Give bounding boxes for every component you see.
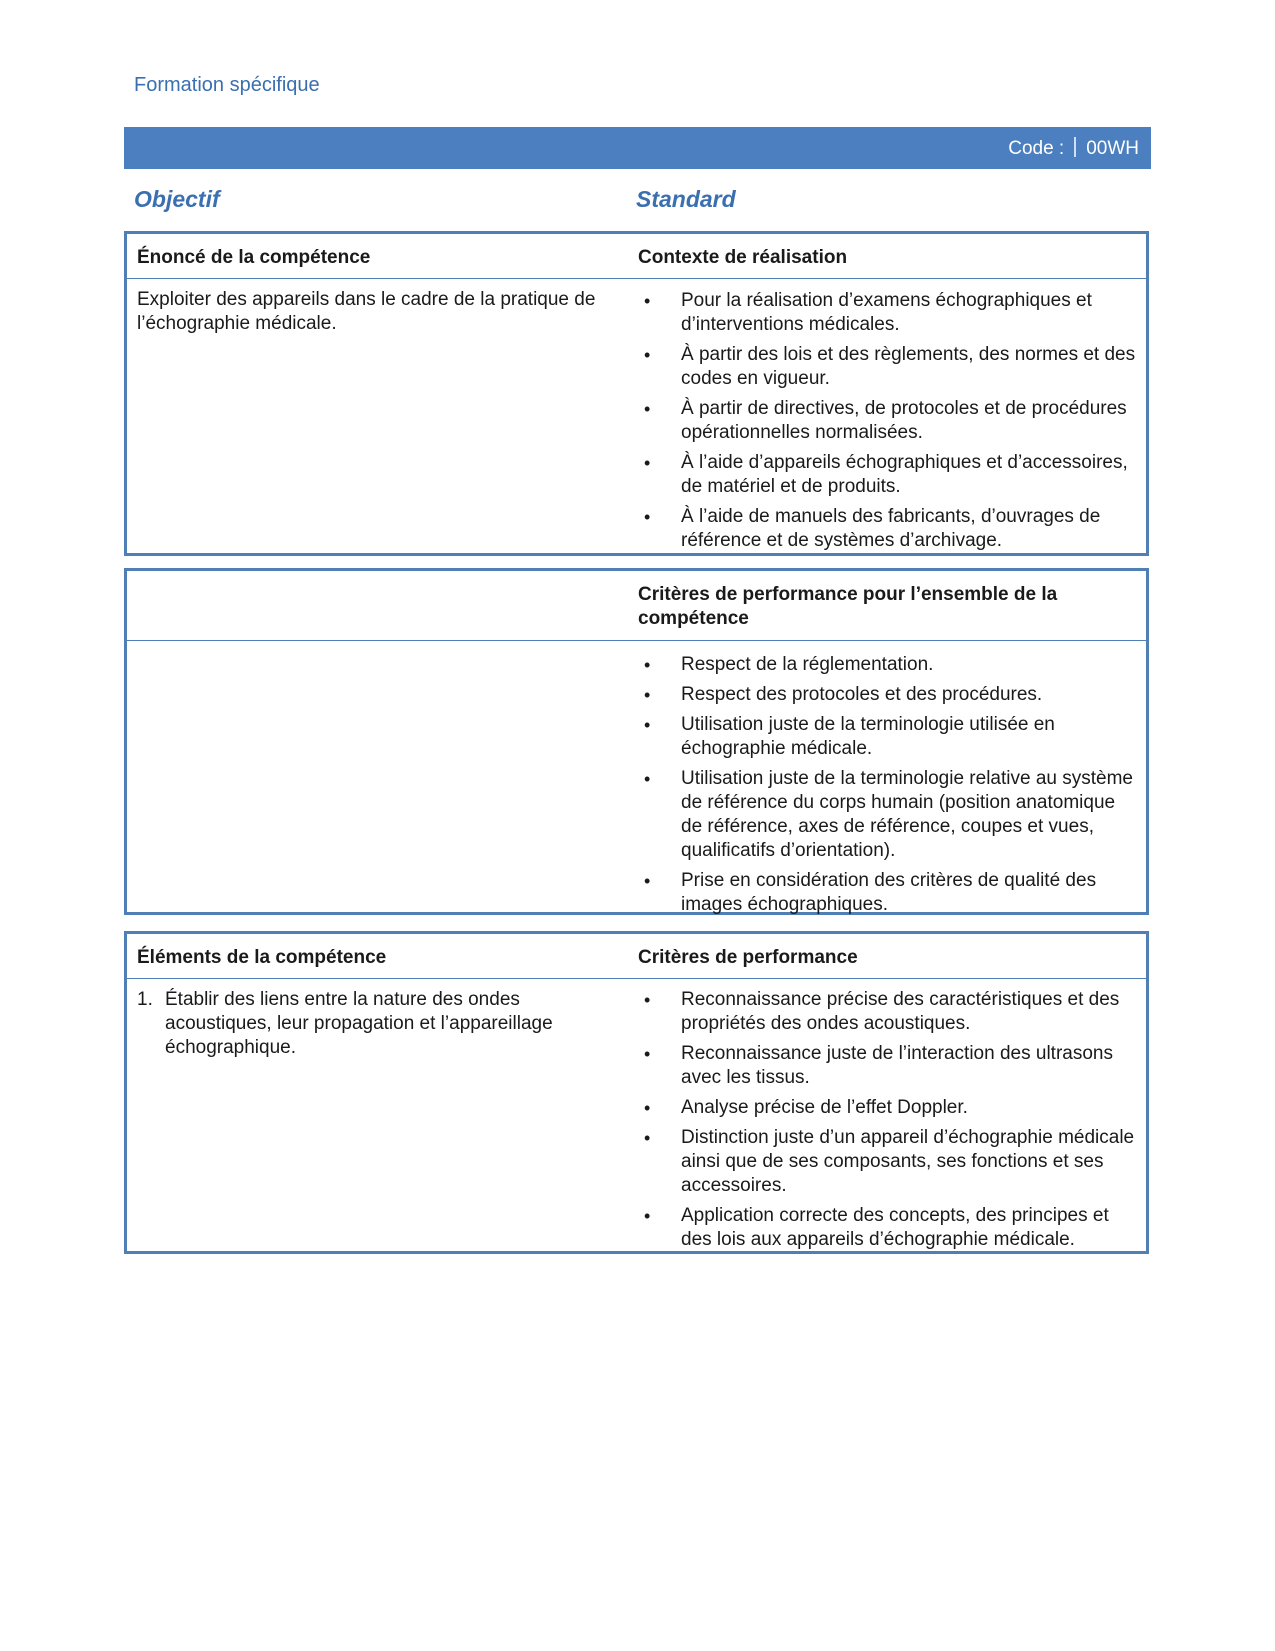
criteria-text: Utilisation juste de la terminologie relative au système de référence du corps humain (position anatomique de référence, axes de référence, coupes et vues, qualificatifs d’orientation). — [681, 768, 1133, 861]
criteria-item — [638, 1204, 1138, 1252]
criteria-item — [638, 1096, 1138, 1120]
element-item — [137, 988, 597, 1060]
elements-box — [124, 931, 1149, 1254]
standard-heading: Standard — [636, 186, 736, 212]
criteria-text: À partir des lois et des règlements, des normes et des codes en vigueur. — [681, 344, 1136, 389]
statement-header: Énoncé de la compétence — [137, 247, 371, 268]
criteria-text: Prise en considération des critères de qualité des images échographiques. — [681, 870, 1097, 915]
criteria-item — [638, 451, 1138, 499]
criteria-text: Respect des protocoles et des procédures. — [681, 684, 1043, 705]
bullet-icon: • — [644, 1128, 651, 1148]
criteria-item — [638, 505, 1138, 553]
overall-criteria-box — [124, 568, 1149, 915]
context-list — [638, 289, 1138, 559]
bullet-icon: • — [644, 453, 651, 473]
criteria-text: Utilisation juste de la terminologie utilisée en échographie médicale. — [681, 714, 1055, 759]
code-label: Code : — [1008, 138, 1065, 159]
competency-statement-box — [124, 231, 1149, 556]
code-separator — [1074, 137, 1076, 157]
criteria-text: À l’aide de manuels des fabricants, d’ouvrages de référence et de systèmes d’archivage. — [681, 506, 1101, 551]
bullet-icon: • — [644, 990, 651, 1010]
criteria-text: Pour la réalisation d’examens échographiques et d’interventions médicales. — [681, 290, 1092, 335]
criteria-text: Reconnaissance précise des caractéristiques et des propriétés des ondes acoustiques. — [681, 989, 1120, 1034]
box-header — [127, 234, 1146, 279]
performance-criteria-header: Critères de performance — [638, 947, 858, 968]
competency-code — [1008, 137, 1139, 160]
code-bar — [124, 127, 1151, 169]
criteria-text: À l’aide d’appareils échographiques et d’accessoires, de matériel et de produits. — [681, 452, 1128, 497]
criteria-item — [638, 683, 1138, 707]
criteria-text: Reconnaissance juste de l’interaction des ultrasons avec les tissus. — [681, 1043, 1113, 1088]
competency-statement: Exploiter des appareils dans le cadre de la pratique de l’échographie médicale. — [137, 289, 596, 334]
bullet-icon: • — [644, 715, 651, 735]
code-value: 00WH — [1086, 138, 1139, 159]
criteria-item — [638, 343, 1138, 391]
criteria-item — [638, 653, 1138, 677]
elements-list — [137, 988, 597, 1060]
criteria-item — [638, 289, 1138, 337]
criteria-item — [638, 1126, 1138, 1198]
criteria-item — [638, 397, 1138, 445]
bullet-icon: • — [644, 291, 651, 311]
bullet-icon: • — [644, 685, 651, 705]
criteria-text: Distinction juste d’un appareil d’échographie médicale ainsi que de ses composants, ses fonctions et ses accessoires. — [681, 1127, 1135, 1196]
bullet-icon: • — [644, 1098, 651, 1118]
bullet-icon: • — [644, 345, 651, 365]
criteria-text: Application correcte des concepts, des principes et des lois aux appareils d’échographie médicale. — [681, 1205, 1109, 1250]
bullet-icon: • — [644, 769, 651, 789]
bullet-icon: • — [644, 507, 651, 527]
criteria-text: Respect de la réglementation. — [681, 654, 934, 675]
element-text: Établir des liens entre la nature des ondes acoustiques, leur propagation et l’appareillage échographique. — [165, 989, 553, 1058]
criteria-item — [638, 1042, 1138, 1090]
overall-criteria-list — [638, 653, 1138, 923]
page-title: Formation spécifique — [134, 74, 320, 96]
bullet-icon: • — [644, 655, 651, 675]
bullet-icon: • — [644, 1206, 651, 1226]
element-number: 1. — [137, 989, 153, 1010]
elements-header: Éléments de la compétence — [137, 947, 387, 968]
bullet-icon: • — [644, 871, 651, 891]
criteria-text: À partir de directives, de protocoles et de procédures opérationnelles normalisées. — [681, 398, 1127, 443]
bullet-icon: • — [644, 1044, 651, 1064]
criteria-text: Analyse précise de l’effet Doppler. — [681, 1097, 968, 1118]
context-header: Contexte de réalisation — [638, 247, 848, 268]
criteria-item — [638, 869, 1138, 917]
box-header — [127, 934, 1146, 979]
criteria-item — [638, 988, 1138, 1036]
criteria-item — [638, 713, 1138, 761]
performance-criteria-list — [638, 988, 1138, 1258]
overall-criteria-header: Critères de performance pour l’ensemble de la compétence — [638, 584, 1058, 629]
box-header — [127, 571, 1146, 641]
criteria-item — [638, 767, 1138, 863]
bullet-icon: • — [644, 399, 651, 419]
objectif-heading: Objectif — [134, 186, 220, 212]
